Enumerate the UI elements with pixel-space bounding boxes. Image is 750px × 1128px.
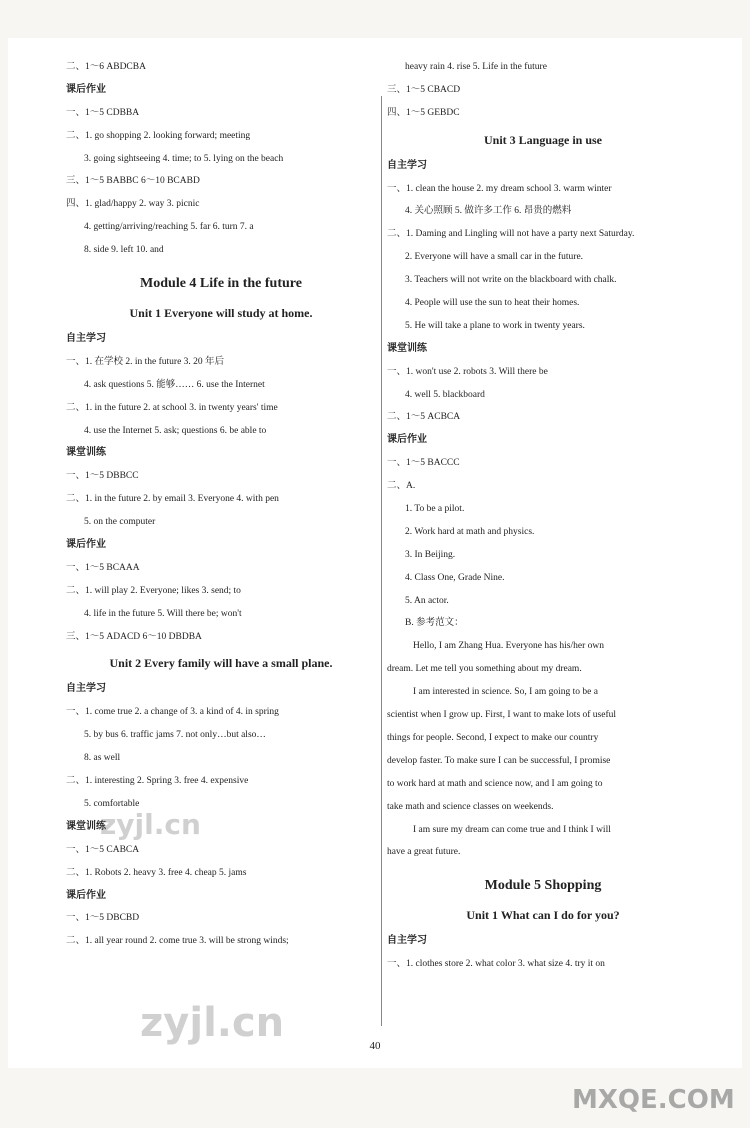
answer-line: 3. In Beijing. [405,549,456,560]
answer-line: 一、1～5 CABCA [66,844,140,855]
answer-line: 三、1～5 CBACD [387,84,461,95]
unit-title: Unit 1 What can I do for you? [466,908,620,923]
answer-line: 5. An actor. [405,595,449,606]
answer-line: 一、1. clean the house 2. my dream school 3. warm winter [387,183,612,194]
answer-line: 4. Class One, Grade Nine. [405,572,505,583]
answer-line: 4. ask questions 5. 能够…… 6. use the Internet [84,379,265,390]
answer-line: 一、1. won't use 2. robots 3. Will there be [387,366,548,377]
answer-line: 8. side 9. left 10. and [84,245,164,256]
watermark-corner: MXQE.COM [572,1085,735,1115]
answer-line: dream. Let me tell you something about my dream. [387,664,582,675]
unit-title: Unit 2 Every family will have a small plane. [109,656,333,671]
answer-line: develop faster. To make sure I can be successful, I promise [387,755,611,766]
unit-title: Unit 1 Everyone will study at home. [129,306,313,321]
answer-line: heavy rain 4. rise 5. Life in the future [405,62,547,72]
answer-line: 4. life in the future 5. Will there be; won't [84,608,242,619]
answer-line: 三、1～5 BABBC 6～10 BCABD [66,176,200,187]
answer-line: scientist when I grow up. First, I want to make lots of useful [387,710,617,721]
answer-line: 一、1～5 CDBBA [66,107,140,118]
answer-line: 8. as well [84,753,121,764]
answer-line: have a great future. [387,847,461,858]
watermark-bottom: zyjl.cn [140,1000,285,1046]
answer-line: 2. Work hard at math and physics. [405,526,535,537]
section-heading: 课后作业 [387,434,427,446]
answer-line: 二、1. interesting 2. Spring 3. free 4. expensive [66,776,249,787]
answer-line: 5. He will take a plane to work in twenty years. [405,320,585,331]
answer-line: 一、1～5 BACCC [387,458,460,469]
section-heading: 课后作业 [66,539,106,551]
module-title: Module 5 Shopping [484,878,602,894]
answer-line: 二、1. Robots 2. heavy 3. free 4. cheap 5. jams [66,867,247,878]
answer-line: 4. use the Internet 5. ask; questions 6. be able to [84,425,267,436]
answer-line: 四、1～5 GEBDC [387,107,460,118]
answer-line: 一、1～5 DBCBD [66,913,140,924]
answer-line: 二、1～6 ABDCBA [66,62,146,72]
answer-line: 2. Everyone will have a small car in the future. [405,252,584,263]
answer-line: 二、1. all year round 2. come true 3. will be strong winds; [66,936,289,947]
answer-line: 一、1～5 DBBCC [66,471,139,482]
answer-line: I am sure my dream can come true and I think I will [413,824,611,835]
answer-line: 二、1. Daming and Lingling will not have a party next Saturday. [387,229,635,240]
section-heading: 自主学习 [387,935,427,947]
watermark-mid: zyjl.cn [100,808,201,841]
answer-line: 二、1～5 ACBCA [387,412,461,423]
section-heading: 自主学习 [387,159,427,171]
answer-line: 一、1～5 BCAAA [66,562,140,573]
answer-line: 四、1. glad/happy 2. way 3. picnic [66,199,200,210]
answer-line: 3. Teachers will not write on the blackboard with chalk. [405,275,617,286]
answer-line: 5. comfortable [84,798,140,809]
answer-line: 3. going sightseeing 4. time; to 5. lying on the beach [84,153,284,164]
answer-line: 三、1～5 ADACD 6～10 DBDBA [66,631,202,642]
answer-line: 4. well 5. blackboard [405,389,485,400]
answer-line: 5. on the computer [84,517,156,528]
answer-line: 二、1. go shopping 2. looking forward; meeting [66,130,251,141]
unit-title: Unit 3 Language in use [483,132,603,147]
section-heading: 课堂训练 [387,342,427,354]
answer-line: 4. People will use the sun to heat their homes. [405,298,580,309]
answer-line: 一、1. come true 2. a change of 3. a kind of 4. in spring [66,707,279,718]
answer-line: to work hard at math and science now, and I am going to [387,778,603,789]
section-heading: 课堂训练 [66,820,106,832]
section-heading: 课后作业 [66,83,106,95]
right-column [387,56,699,976]
answer-line: 二、1. will play 2. Everyone; likes 3. send; to [66,585,241,596]
answer-line: things for people. Second, I expect to make our country [387,732,599,743]
answer-line: B. 参考范文： [405,618,464,629]
answer-line: 二、A. [387,481,416,492]
answer-line: 一、1. 在学校 2. in the future 3. 20 年后 [66,356,225,367]
answer-line: 一、1. clothes store 2. what color 3. what size 4. try it on [387,959,605,970]
answer-line: 4. 关心照顾 5. 做许多工作 6. 昂贵的燃料 [405,206,572,217]
answer-line: 4. getting/arriving/reaching 5. far 6. turn 7. a [84,222,254,233]
page-number: 40 [369,1040,381,1052]
answer-line: I am interested in science. So, I am going to be a [413,687,598,698]
section-heading: 自主学习 [66,333,106,345]
section-heading: 自主学习 [66,683,106,695]
column-divider [381,96,382,1026]
section-heading: 课后作业 [66,889,106,901]
answer-line: take math and science classes on weekends. [387,801,554,812]
module-title: Module 4 Life in the future [140,276,302,292]
answer-line: 5. by bus 6. traffic jams 7. not only…but also… [84,730,266,741]
answer-line: 二、1. in the future 2. by email 3. Everyone 4. with pen [66,494,279,505]
answer-line: 二、1. in the future 2. at school 3. in twenty years' time [66,402,278,413]
answer-line: Hello, I am Zhang Hua. Everyone has his/her own [413,641,605,652]
answer-line: 1. To be a pilot. [405,504,465,515]
section-heading: 课堂训练 [66,447,106,459]
